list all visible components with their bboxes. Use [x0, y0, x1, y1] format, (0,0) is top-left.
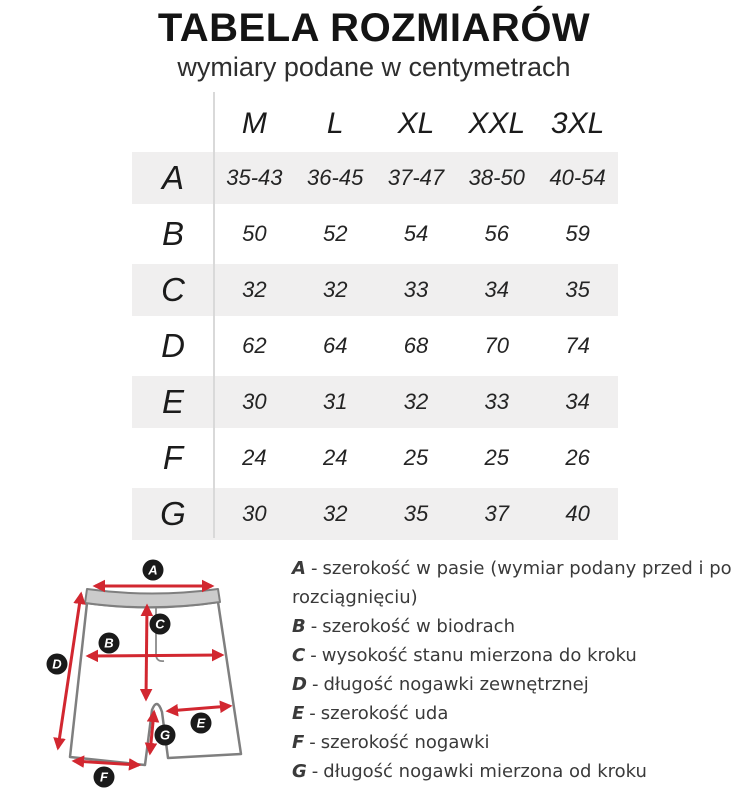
table-row-b [132, 208, 618, 260]
table-cell: 70 [484, 333, 510, 358]
row-label: A [161, 159, 184, 196]
table-cell: 38-50 [468, 165, 525, 190]
row-label: E [161, 383, 184, 420]
table-cell: 74 [565, 333, 590, 358]
legend-text: długość nogawki mierzona od kroku [323, 761, 647, 782]
table-cell: 33 [403, 277, 429, 302]
table-cell: 59 [565, 221, 590, 246]
svg-text:D: D [52, 656, 62, 672]
column-header-xxl: XXL [468, 106, 526, 140]
table-row-c [132, 264, 618, 316]
table-column-separator [213, 92, 215, 538]
row-label: G [160, 495, 186, 532]
table-cell: 62 [242, 333, 267, 358]
column-header-3xl: 3XL [550, 106, 605, 140]
table-row-g [132, 488, 618, 540]
table-cell: 35 [565, 277, 590, 302]
legend-text: szerokość w pasie (wymiar podany przed i po rozciągnięciu) [292, 558, 732, 608]
legend-separator: - [311, 761, 319, 782]
row-label: D [161, 327, 185, 364]
table-row-f [132, 432, 618, 484]
table-cell: 40 [565, 501, 590, 526]
svg-text:A: A [148, 562, 158, 578]
legend-item-g [292, 757, 744, 786]
table-cell: 24 [322, 445, 348, 470]
row-label: B [161, 215, 184, 252]
legend-key: C [292, 645, 306, 666]
table-row-d [132, 320, 618, 372]
legend-key: F [292, 732, 305, 753]
column-header-m: M [241, 106, 267, 140]
table-cell: 56 [484, 221, 510, 246]
legend-key: A [292, 558, 306, 579]
legend-item-f [292, 728, 744, 757]
table-cell: 64 [322, 333, 348, 358]
table-cell: 32 [322, 277, 348, 302]
legend-separator: - [309, 732, 316, 753]
svg-text:F: F [100, 769, 108, 785]
table-cell: 32 [242, 277, 267, 302]
legend-item-d [292, 670, 744, 699]
row-label: C [161, 271, 185, 308]
marker-b [99, 633, 120, 654]
page-title: TABELA ROZMIARÓW [157, 6, 591, 50]
table-cell: 26 [565, 445, 590, 470]
table-cell: 37-47 [387, 165, 445, 190]
legend-key: B [292, 616, 306, 637]
svg-text:E: E [196, 715, 206, 731]
table-cell: 34 [484, 277, 510, 302]
table-row-a [132, 152, 618, 204]
table-cell: 32 [322, 501, 348, 526]
shorts-measurement-diagram [30, 548, 292, 796]
marker-c [150, 614, 171, 635]
legend-item-b [292, 612, 744, 641]
row-label: F [162, 439, 184, 476]
size-table [132, 95, 618, 544]
legend-text: długość nogawki zewnętrznej [323, 674, 589, 695]
svg-text:G: G [159, 727, 171, 743]
table-cell: 24 [242, 445, 267, 470]
table-cell: 30 [242, 501, 267, 526]
legend-item-c [292, 641, 744, 670]
page-subtitle: wymiary podane w centymetrach [177, 52, 571, 82]
table-cell: 40-54 [549, 165, 606, 190]
table-cell: 25 [403, 445, 429, 470]
column-header-xl: XL [397, 106, 435, 140]
legend-key: G [292, 761, 307, 782]
table-cell: 37 [484, 501, 510, 526]
svg-text:B: B [104, 635, 114, 651]
table-cell: 68 [403, 333, 429, 358]
legend-key: E [292, 703, 305, 724]
table-cell: 25 [484, 445, 510, 470]
legend-key: D [292, 674, 307, 695]
legend-text: szerokość uda [320, 703, 449, 724]
table-cell: 32 [403, 389, 429, 414]
table-cell: 36-45 [307, 165, 364, 190]
table-cell: 52 [322, 221, 348, 246]
legend-separator: - [310, 558, 318, 579]
legend-separator: - [310, 616, 318, 637]
table-header-row [132, 95, 618, 152]
svg-text:C: C [155, 616, 165, 632]
table-cell: 34 [565, 389, 590, 414]
arrow-b-hips [88, 655, 222, 656]
table-cell: 33 [484, 389, 510, 414]
legend-separator: - [310, 645, 317, 666]
marker-a [143, 560, 164, 581]
marker-d [47, 654, 68, 675]
arrow-c-rise [146, 606, 147, 699]
legend-text: szerokość w biodrach [322, 616, 515, 637]
table-cell: 50 [242, 221, 267, 246]
legend-text: wysokość stanu mierzona do kroku [321, 645, 637, 666]
table-cell: 35 [403, 501, 429, 526]
shorts-waistband [85, 589, 220, 607]
marker-e [191, 713, 212, 734]
table-cell: 30 [242, 389, 267, 414]
table-row-e [132, 376, 618, 428]
legend-item-a [292, 554, 744, 612]
table-cell: 54 [403, 221, 429, 246]
legend-separator: - [311, 674, 319, 695]
legend-item-e [292, 699, 744, 728]
table-cell: 31 [322, 389, 348, 414]
legend-separator: - [309, 703, 316, 724]
marker-f [94, 767, 115, 788]
measurement-legend [292, 554, 744, 786]
marker-g [155, 725, 176, 746]
table-cell: 35-43 [226, 165, 283, 190]
legend-text: szerokość nogawki [320, 732, 490, 753]
column-header-l: L [326, 106, 344, 140]
